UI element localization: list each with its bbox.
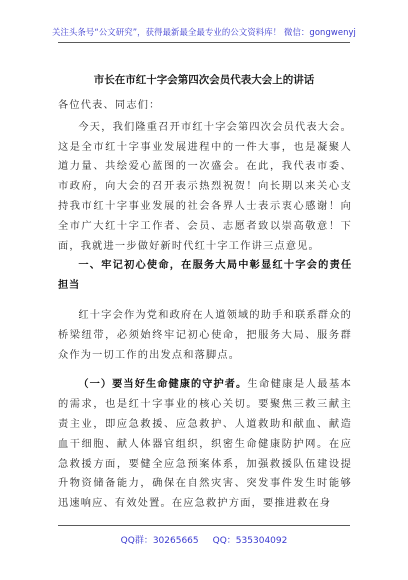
- subsection-heading-1: （一）要当好生命健康的守护者。: [78, 379, 248, 391]
- subsection-1-text: 生命健康是人最基本的需求，也是红十字事业的核心关切。要聚焦三救三献主责主业，即应急救援、应急救护、人道救助和献血、献造血干细胞、献人体器官组织，织密生命健康防护网。在应急救援方面，要健全应急预案体系，加强救援队伍建设提升物资储备能力，确保在自然灾害、突发事件发生时能够迅速响应、有效处置。在应急救护方面，要推进救在身: [58, 379, 352, 510]
- section-heading-1: 一、牢记初心使命，在服务大局中彰显红十字会的责任担当: [58, 260, 352, 292]
- document-title: 市长在市红十字会第四次会员代表大会上的讲话: [93, 74, 315, 86]
- section-1-paragraph: 红十字会作为党和政府在人道领域的助手和联系群众的桥梁纽带，必须始终牢记初心使命，把服务大局、服务群众作为一切工作的出发点和落脚点。: [58, 309, 352, 361]
- header-divider: [58, 42, 350, 43]
- intro-paragraph: 今天，我们隆重召开市红十字会第四次会员代表大会。这是全市红十字事业发展进程中的一件大事，也是凝聚人道力量、共绘爱心蓝图的一次盛会。在此，我代表市委、市政府，向大会的召开表示热烈祝贺！向长期以来关心支持我市红十字事业发展的社会各界人士表示衷心感谢！向全市广大红十字工作者、会员、志愿者致以崇高敬意！下面，我就进一步做好新时代红十字工作讲三点意见。: [58, 121, 352, 252]
- footer-divider: [58, 525, 350, 526]
- footer: [0, 533, 408, 546]
- header-banner: 关注头条号“公文研究”，获得最新最全最专业的公文资料库！ 微信：gongwenyj: [52, 27, 356, 37]
- document-body: [58, 96, 352, 514]
- footer-qq-group: QQ群：30265665: [120, 536, 199, 546]
- salutation: 各位代表、同志们：: [58, 100, 161, 111]
- footer-qq: QQ：535304092: [212, 536, 288, 546]
- subsection-1-paragraph: [58, 375, 352, 514]
